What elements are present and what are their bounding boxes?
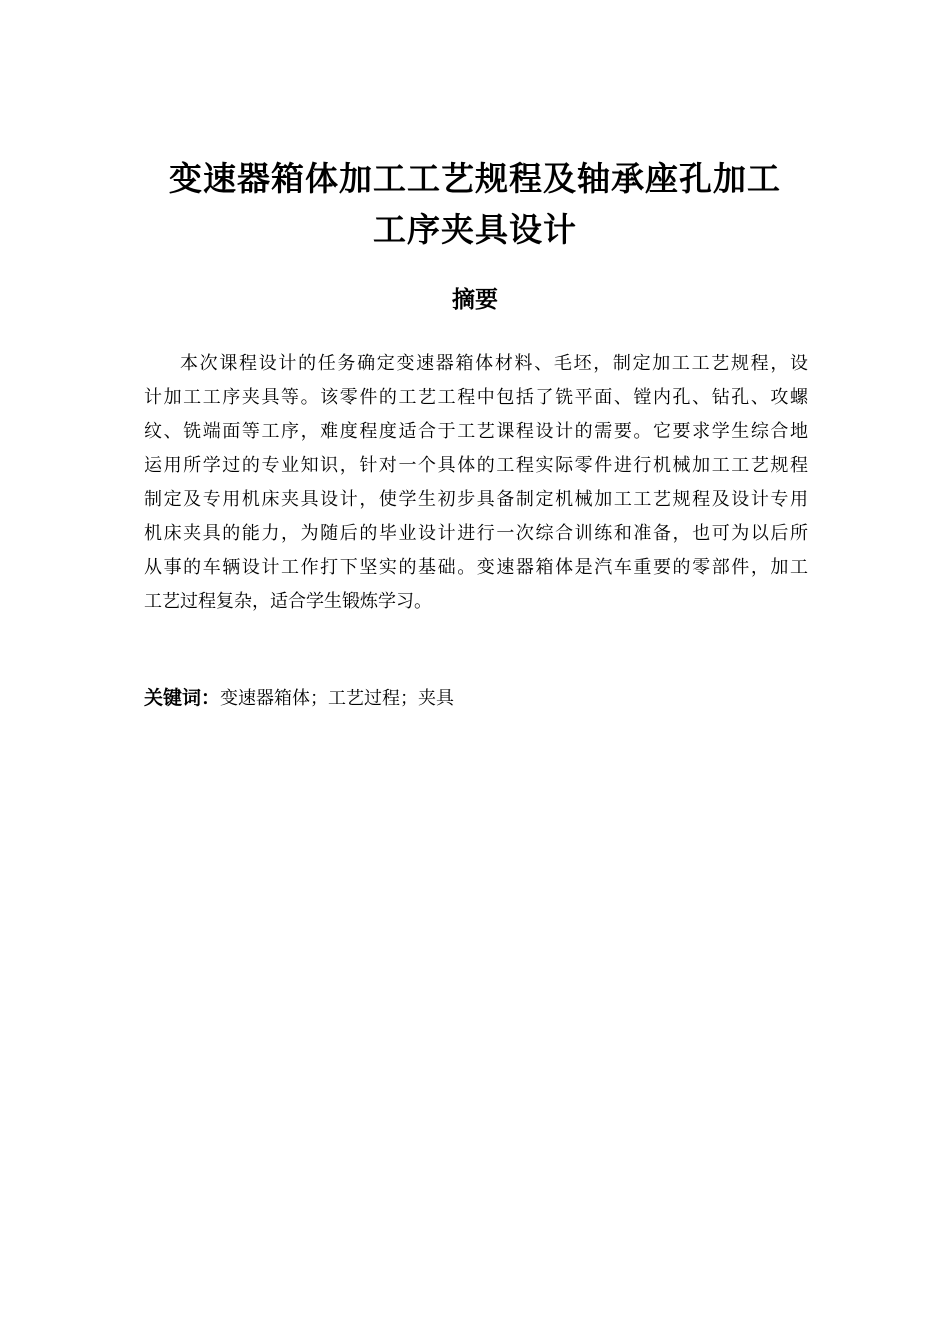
abstract-line: 计加工工序夹具等。该零件的工艺工程中包括了铣平面、镗内孔、钻孔、攻螺 bbox=[144, 387, 808, 408]
abstract-heading: 摘要 bbox=[452, 287, 498, 313]
abstract-line: 纹、铣端面等工序，难度程度适合于工艺课程设计的需要。它要求学生综合地 bbox=[144, 421, 808, 442]
abstract-line: 机床夹具的能力，为随后的毕业设计进行一次综合训练和准备，也可为以后所 bbox=[144, 523, 808, 544]
abstract-line: 从事的车辆设计工作打下坚实的基础。变速器箱体是汽车重要的零部件，加工 bbox=[144, 557, 808, 578]
abstract-line: 运用所学过的专业知识，针对一个具体的工程实际零件进行机械加工工艺规程 bbox=[144, 455, 808, 476]
abstract-paragraph bbox=[144, 347, 808, 619]
document-title bbox=[100, 153, 850, 255]
keywords-label: 关键词： bbox=[144, 687, 221, 709]
title-line-2: 工序夹具设计 bbox=[373, 210, 577, 249]
keywords bbox=[144, 684, 454, 713]
abstract-line: 工艺过程复杂，适合学生锻炼学习。 bbox=[144, 591, 432, 612]
keywords-text: 变速器箱体；工艺过程；夹具 bbox=[220, 688, 455, 709]
abstract-line: 本次课程设计的任务确定变速器箱体材料、毛坯，制定加工工艺规程，设 bbox=[180, 353, 808, 374]
title-line-1: 变速器箱体加工工艺规程及轴承座孔加工 bbox=[169, 159, 781, 198]
abstract-line: 制定及专用机床夹具设计，使学生初步具备制定机械加工工艺规程及设计专用 bbox=[144, 489, 808, 510]
